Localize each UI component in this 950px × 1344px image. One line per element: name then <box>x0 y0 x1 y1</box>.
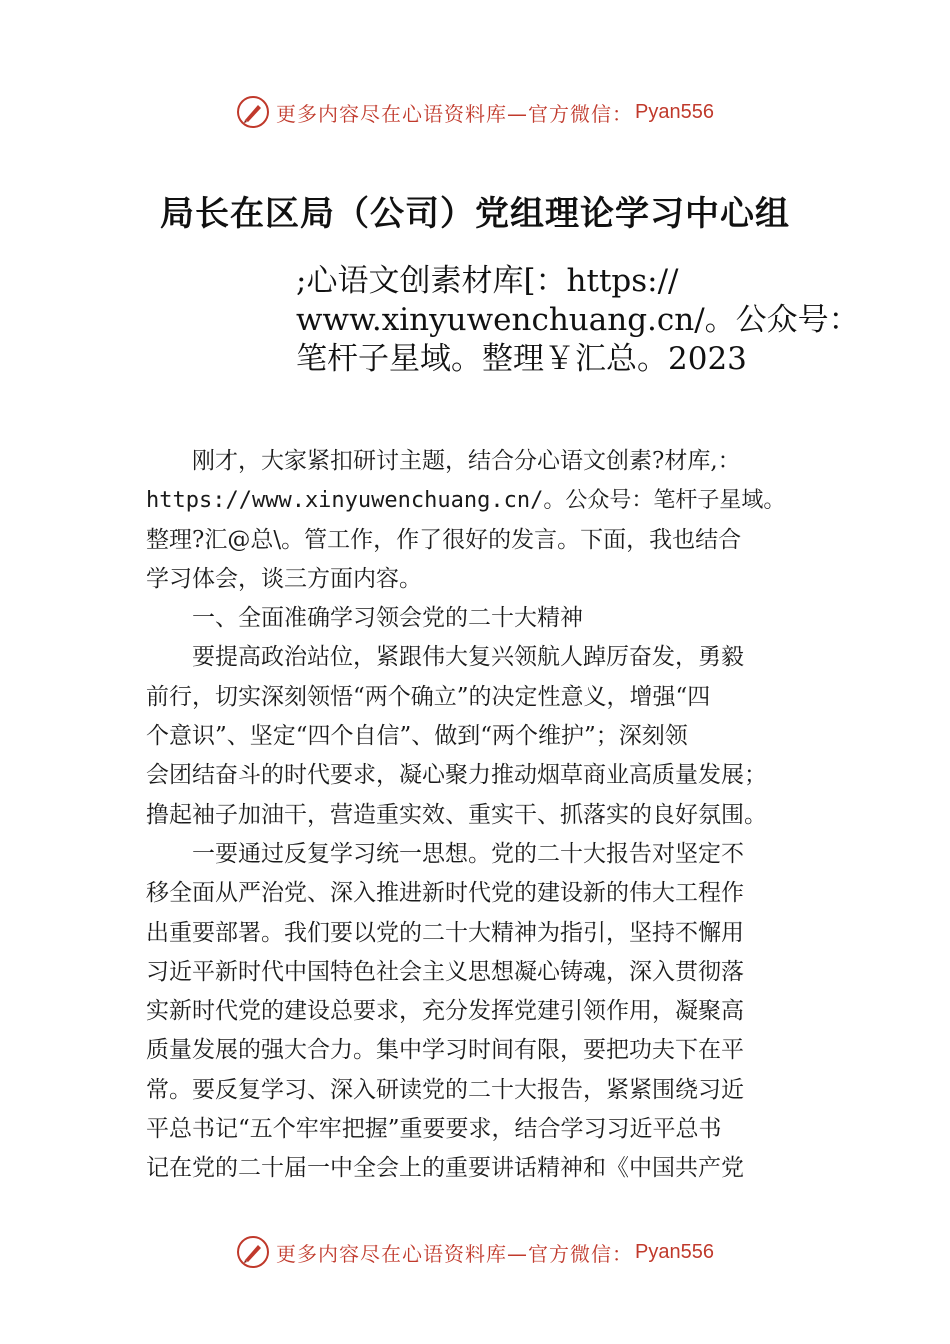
watermark-text: 更多内容尽在心语资料库—官方微信： <box>276 1241 634 1266</box>
watermark-wechat-id: Pyan556 <box>635 1240 714 1263</box>
body-line: 习近平新时代中国特色社会主义思想凝心铸魂，深入贯彻落 <box>146 958 744 985</box>
body-line: 学习体会，谈三方面内容。 <box>146 565 422 592</box>
body-line: 一要通过反复学习统一思想。党的二十大报告对坚定不 <box>146 840 744 867</box>
body-line: 个意识”、坚定“四个自信”、做到“两个维护”；深刻领 <box>146 723 688 750</box>
body-line: 移全面从严治党、深入推进新时代党的建设新的伟大工程作 <box>146 880 744 907</box>
document-subtitle <box>296 262 860 379</box>
body-line: https://www.xinyuwenchuang.cn/。公众号：笔杆子星域。 <box>146 488 786 514</box>
body-line: 前行，切实深刻领悟“两个确立”的决定性意义，增强“四 <box>146 683 711 710</box>
pen-logo-icon <box>236 95 270 129</box>
watermark-text: 更多内容尽在心语资料库—官方微信： <box>276 101 634 126</box>
body-line: 出重要部署。我们要以党的二十大精神为指引，坚持不懈用 <box>146 919 744 946</box>
subtitle-line: ;心语文创素材库[：https:// <box>296 263 679 299</box>
body-line: 实新时代党的建设总要求，充分发挥党建引领作用，凝聚高 <box>146 998 744 1025</box>
document-title: 局长在区局（公司）党组理论学习中心组 <box>160 194 790 234</box>
body-line: 会团结奋斗的时代要求，凝心聚力推动烟草商业高质量发展； <box>146 762 767 789</box>
document-body <box>146 442 806 1189</box>
body-line: 整理?汇@总\。管工作，作了很好的发言。下面，我也结合 <box>146 526 742 553</box>
watermark-wechat-id: Pyan556 <box>635 100 714 123</box>
body-line: 要提高政治站位，紧跟伟大复兴领航人踔厉奋发，勇毅 <box>146 644 744 671</box>
body-line: 撸起袖子加油干，营造重实效、重实干、抓落实的良好氛围。 <box>146 801 767 828</box>
body-line: 记在党的二十届一中全会上的重要讲话精神和《中国共产党 <box>146 1155 744 1182</box>
subtitle-line: www.xinyuwenchuang.cn/。公众号： <box>296 302 860 338</box>
body-line: 质量发展的强大合力。集中学习时间有限，要把功夫下在平 <box>146 1037 744 1064</box>
subtitle-line: 笔杆子星域。整理￥汇总。2023 <box>296 341 747 377</box>
body-line: 常。要反复学习、深入研读党的二十大报告，紧紧围绕习近 <box>146 1076 744 1103</box>
watermark-banner-top <box>0 92 950 132</box>
pen-logo-icon <box>236 1235 270 1269</box>
body-line: 刚才，大家紧扣研讨主题，结合分心语文创素?材库,： <box>146 448 741 474</box>
section-heading: 一、全面准确学习领会党的二十大精神 <box>146 605 583 632</box>
body-line: 平总书记“五个牢牢把握”重要要求，结合学习习近平总书 <box>146 1116 722 1143</box>
watermark-banner-bottom <box>0 1232 950 1272</box>
